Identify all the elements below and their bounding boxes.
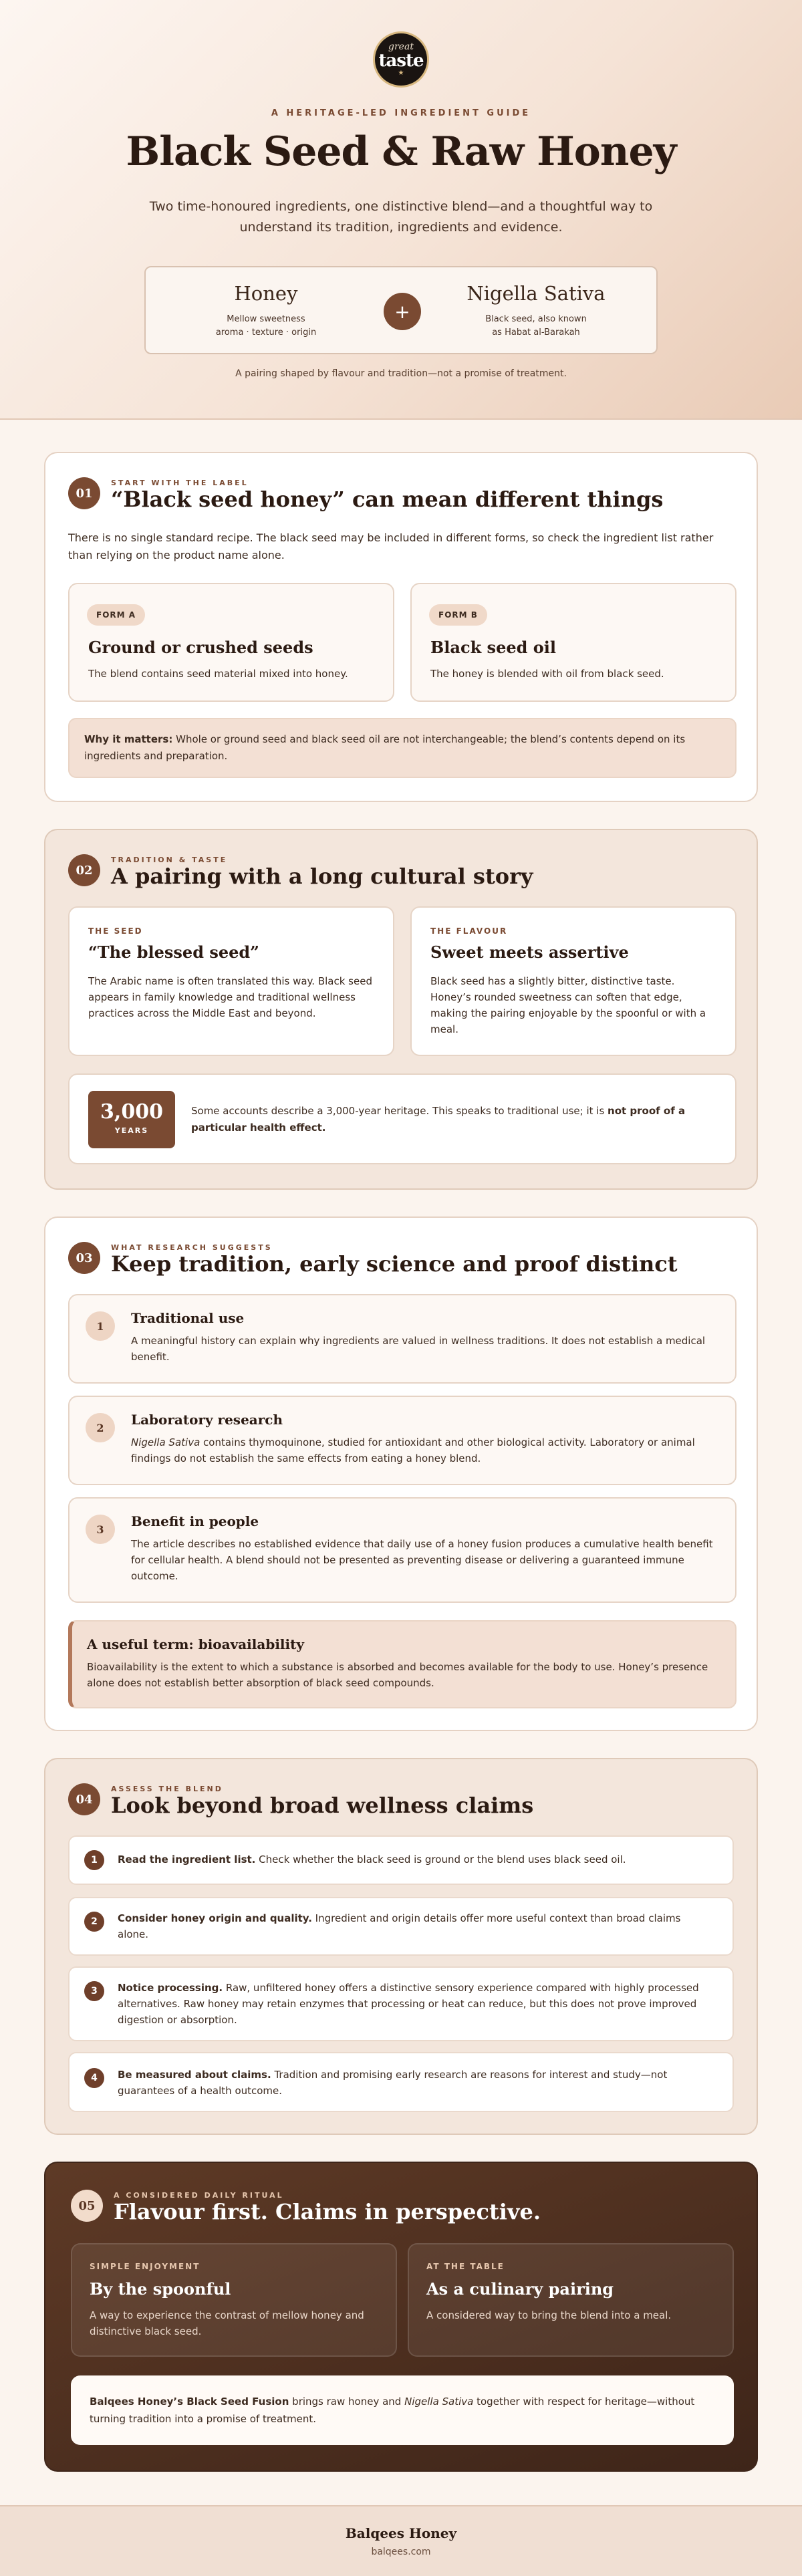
badge-line-1: great (388, 41, 414, 52)
heritage-card (68, 1073, 737, 1164)
section-title: Look beyond broad wellness claims (111, 1793, 534, 1818)
step-traditional-use (68, 1294, 737, 1384)
row-body: Ingredient and origin details offer more useful context than broad claims alone. (118, 1912, 681, 1940)
table-card (408, 2243, 734, 2357)
table-text: A considered way to bring the blend into a meal. (426, 2309, 672, 2321)
step-text: A meaningful history can explain why ingredients are valued in wellness traditions. It does not establish a medical benefit. (131, 1335, 706, 1363)
row-bold: Read the ingredient list. (118, 1853, 256, 1865)
heritage-body: Some accounts describe a 3,000-year heritage. This speaks to traditional use; it is (191, 1105, 608, 1117)
section-number: 01 (68, 477, 100, 509)
nigella-name: Nigella Sativa (466, 282, 606, 305)
assess-row (68, 1897, 734, 1956)
section-assess (44, 1758, 758, 2135)
seed-card (68, 906, 394, 1056)
ingredient-pair-card (144, 266, 658, 354)
heritage-bold: not proof of a particular health effect. (191, 1105, 686, 1134)
form-b-title: Black seed oil (430, 638, 556, 657)
form-b-text: The honey is blended with oil from black seed. (430, 668, 664, 680)
row-number: 2 (84, 1912, 104, 1932)
form-b-pill: FORM B (429, 604, 487, 626)
section-number: 03 (68, 1242, 100, 1274)
section-title: Flavour first. Claims in perspective. (114, 2199, 541, 2224)
step-number: 1 (86, 1311, 115, 1341)
form-a-card (68, 583, 394, 702)
section-eyebrow: WHAT RESEARCH SUGGESTS (111, 1243, 273, 1252)
assess-row (68, 1966, 734, 2041)
section-number: 05 (71, 2190, 103, 2222)
row-bold: Notice processing. (118, 1982, 223, 1994)
spoonful-title: By the spoonful (90, 2279, 231, 2299)
assess-row (68, 2052, 734, 2112)
footer (0, 2505, 802, 2576)
badge-star-icon: ★ (398, 70, 404, 77)
row-body: Check whether the black seed is ground or the blend uses black seed oil. (255, 1853, 626, 1865)
step-italic: Nigella Sativa (131, 1436, 200, 1448)
years-box (88, 1091, 175, 1148)
section-eyebrow: TRADITION & TASTE (111, 856, 228, 864)
closing-body-2: together with respect for heritage—without turning tradition into a promise of treatment. (90, 2396, 695, 2425)
nigella-desc-2: as Habat al-Barakah (492, 328, 580, 338)
spoonful-card (71, 2243, 397, 2357)
spoonful-eyebrow: SIMPLE ENJOYMENT (90, 2262, 200, 2271)
closing-bold: Balqees Honey’s Black Seed Fusion (90, 2396, 289, 2408)
spoonful-text: A way to experience the contrast of mellow honey and distinctive black seed. (90, 2309, 364, 2337)
years-value: 3,000 (100, 1100, 163, 1124)
why-body: Whole or ground seed and black seed oil are not interchangeable; the blend’s contents depend on its ingredients and preparation. (84, 733, 686, 762)
row-text (118, 1980, 712, 2028)
seed-title: “The blessed seed” (88, 942, 259, 962)
row-bold: Consider honey origin and quality. (118, 1912, 312, 1924)
row-number: 1 (84, 1850, 104, 1870)
form-a-text: The blend contains seed material mixed into honey. (88, 668, 348, 680)
section-intro: There is no single standard recipe. The black seed may be included in different forms, so check the ingredient list rather than relying on the product name alone. (68, 531, 714, 561)
closing-text (90, 2393, 715, 2428)
form-a-title: Ground or crushed seeds (88, 638, 313, 657)
row-body: Raw, unfiltered honey offers a distinctive sensory experience compared with highly processed alternatives. Raw honey may retain enzymes that processing or heat can reduce, but this does not prove improved digestion or absorption. (118, 1982, 699, 2026)
step-body: contains thymoquinone, studied for antioxidant and other biological activity. Laboratory or animal findings do not establish the same effects from eating a honey blend. (131, 1436, 695, 1464)
step-number: 2 (86, 1413, 115, 1442)
section-title: “Black seed honey” can mean different things (111, 487, 664, 512)
nigella-desc-1: Black seed, also known (485, 314, 587, 324)
honey-desc-2: aroma · texture · origin (215, 328, 317, 338)
section-tradition (44, 829, 758, 1190)
closing-body-1: brings raw honey and (289, 2396, 405, 2408)
table-eyebrow: AT THE TABLE (426, 2262, 505, 2271)
honey-desc-1: Mellow sweetness (227, 314, 305, 324)
step-laboratory-research (68, 1396, 737, 1485)
row-text (118, 1910, 712, 1942)
hero-section (0, 0, 802, 420)
section-research (44, 1216, 758, 1731)
section-ritual (44, 2162, 758, 2472)
row-body: Tradition and promising early research are reasons for interest and study—not guarantees of a health outcome. (118, 2069, 668, 2097)
closing-statement (71, 2375, 734, 2445)
section-number: 04 (68, 1783, 100, 1815)
step-title: Benefit in people (131, 1513, 259, 1529)
hero-note: A pairing shaped by flavour and tradition—not a promise of treatment. (235, 368, 567, 379)
great-taste-badge (373, 31, 429, 88)
section-eyebrow: A CONSIDERED DAILY RITUAL (114, 2191, 284, 2200)
row-bold: Be measured about claims. (118, 2069, 271, 2081)
closing-italic: Nigella Sativa (404, 2396, 474, 2408)
step-text (131, 1434, 715, 1466)
term-text: Bioavailability is the extent to which a substance is absorbed and becomes available for the body to use. Honey’s presence alone does not establish better absorption of black seed compounds. (87, 1661, 708, 1689)
years-label: YEARS (114, 1126, 149, 1135)
section-eyebrow: START WITH THE LABEL (111, 479, 249, 487)
flavour-text: Black seed has a slightly bitter, distinctive taste. Honey’s rounded sweetness can soften that edge, making the pairing enjoyable by the spoonful or with a meal. (430, 975, 706, 1035)
table-title: As a culinary pairing (426, 2279, 614, 2299)
flavour-eyebrow: THE FLAVOUR (430, 926, 508, 936)
flavour-title: Sweet meets assertive (430, 942, 629, 962)
badge-line-2: taste (378, 51, 424, 71)
section-title: A pairing with a long cultural story (111, 864, 533, 889)
form-a-pill: FORM A (87, 604, 145, 626)
plus-icon: + (384, 293, 421, 330)
hero-kicker: A HERITAGE-LED INGREDIENT GUIDE (271, 108, 531, 118)
step-text: The article describes no established evidence that daily use of a honey fusion produces a cumulative health benefit for cellular health. A blend should not be presented as preventing disease or delivering a guaranteed immune outcome. (131, 1538, 713, 1582)
term-title: A useful term: bioavailability (87, 1636, 304, 1652)
row-number: 4 (84, 2068, 104, 2088)
why-it-matters-callout (68, 718, 737, 778)
honey-name: Honey (234, 282, 298, 305)
row-number: 3 (84, 1981, 104, 2001)
section-number: 02 (68, 854, 100, 886)
bioavailability-callout (68, 1620, 737, 1708)
section-eyebrow: ASSESS THE BLEND (111, 1785, 223, 1793)
nigella-side (436, 282, 636, 340)
why-it-matters-text (84, 731, 720, 765)
step-title: Laboratory research (131, 1412, 283, 1428)
section-label (44, 452, 758, 802)
heritage-text (191, 1103, 716, 1136)
row-text (118, 2067, 712, 2099)
form-b-card (410, 583, 737, 702)
footer-brand: Balqees Honey (345, 2525, 457, 2541)
flavour-card (410, 906, 737, 1056)
row-text (118, 1851, 712, 1867)
hero-lede: Two time-honoured ingredients, one distinctive blend—and a thoughtful way to understand its tradition, ingredients and evidence. (149, 199, 653, 235)
section-title: Keep tradition, early science and proof distinct (111, 1251, 678, 1277)
seed-text: The Arabic name is often translated this way. Black seed appears in family knowledge and traditional wellness practices across the Middle East and beyond. (88, 975, 372, 1019)
page-title: Black Seed & Raw Honey (126, 128, 676, 175)
seed-eyebrow: THE SEED (88, 926, 143, 936)
footer-url-link[interactable]: balqees.com (371, 2547, 431, 2557)
step-title: Traditional use (131, 1310, 245, 1326)
step-benefit-in-people (68, 1497, 737, 1603)
step-number: 3 (86, 1515, 115, 1544)
honey-side (166, 282, 366, 340)
why-label: Why it matters: (84, 733, 173, 745)
assess-row (68, 1835, 734, 1885)
